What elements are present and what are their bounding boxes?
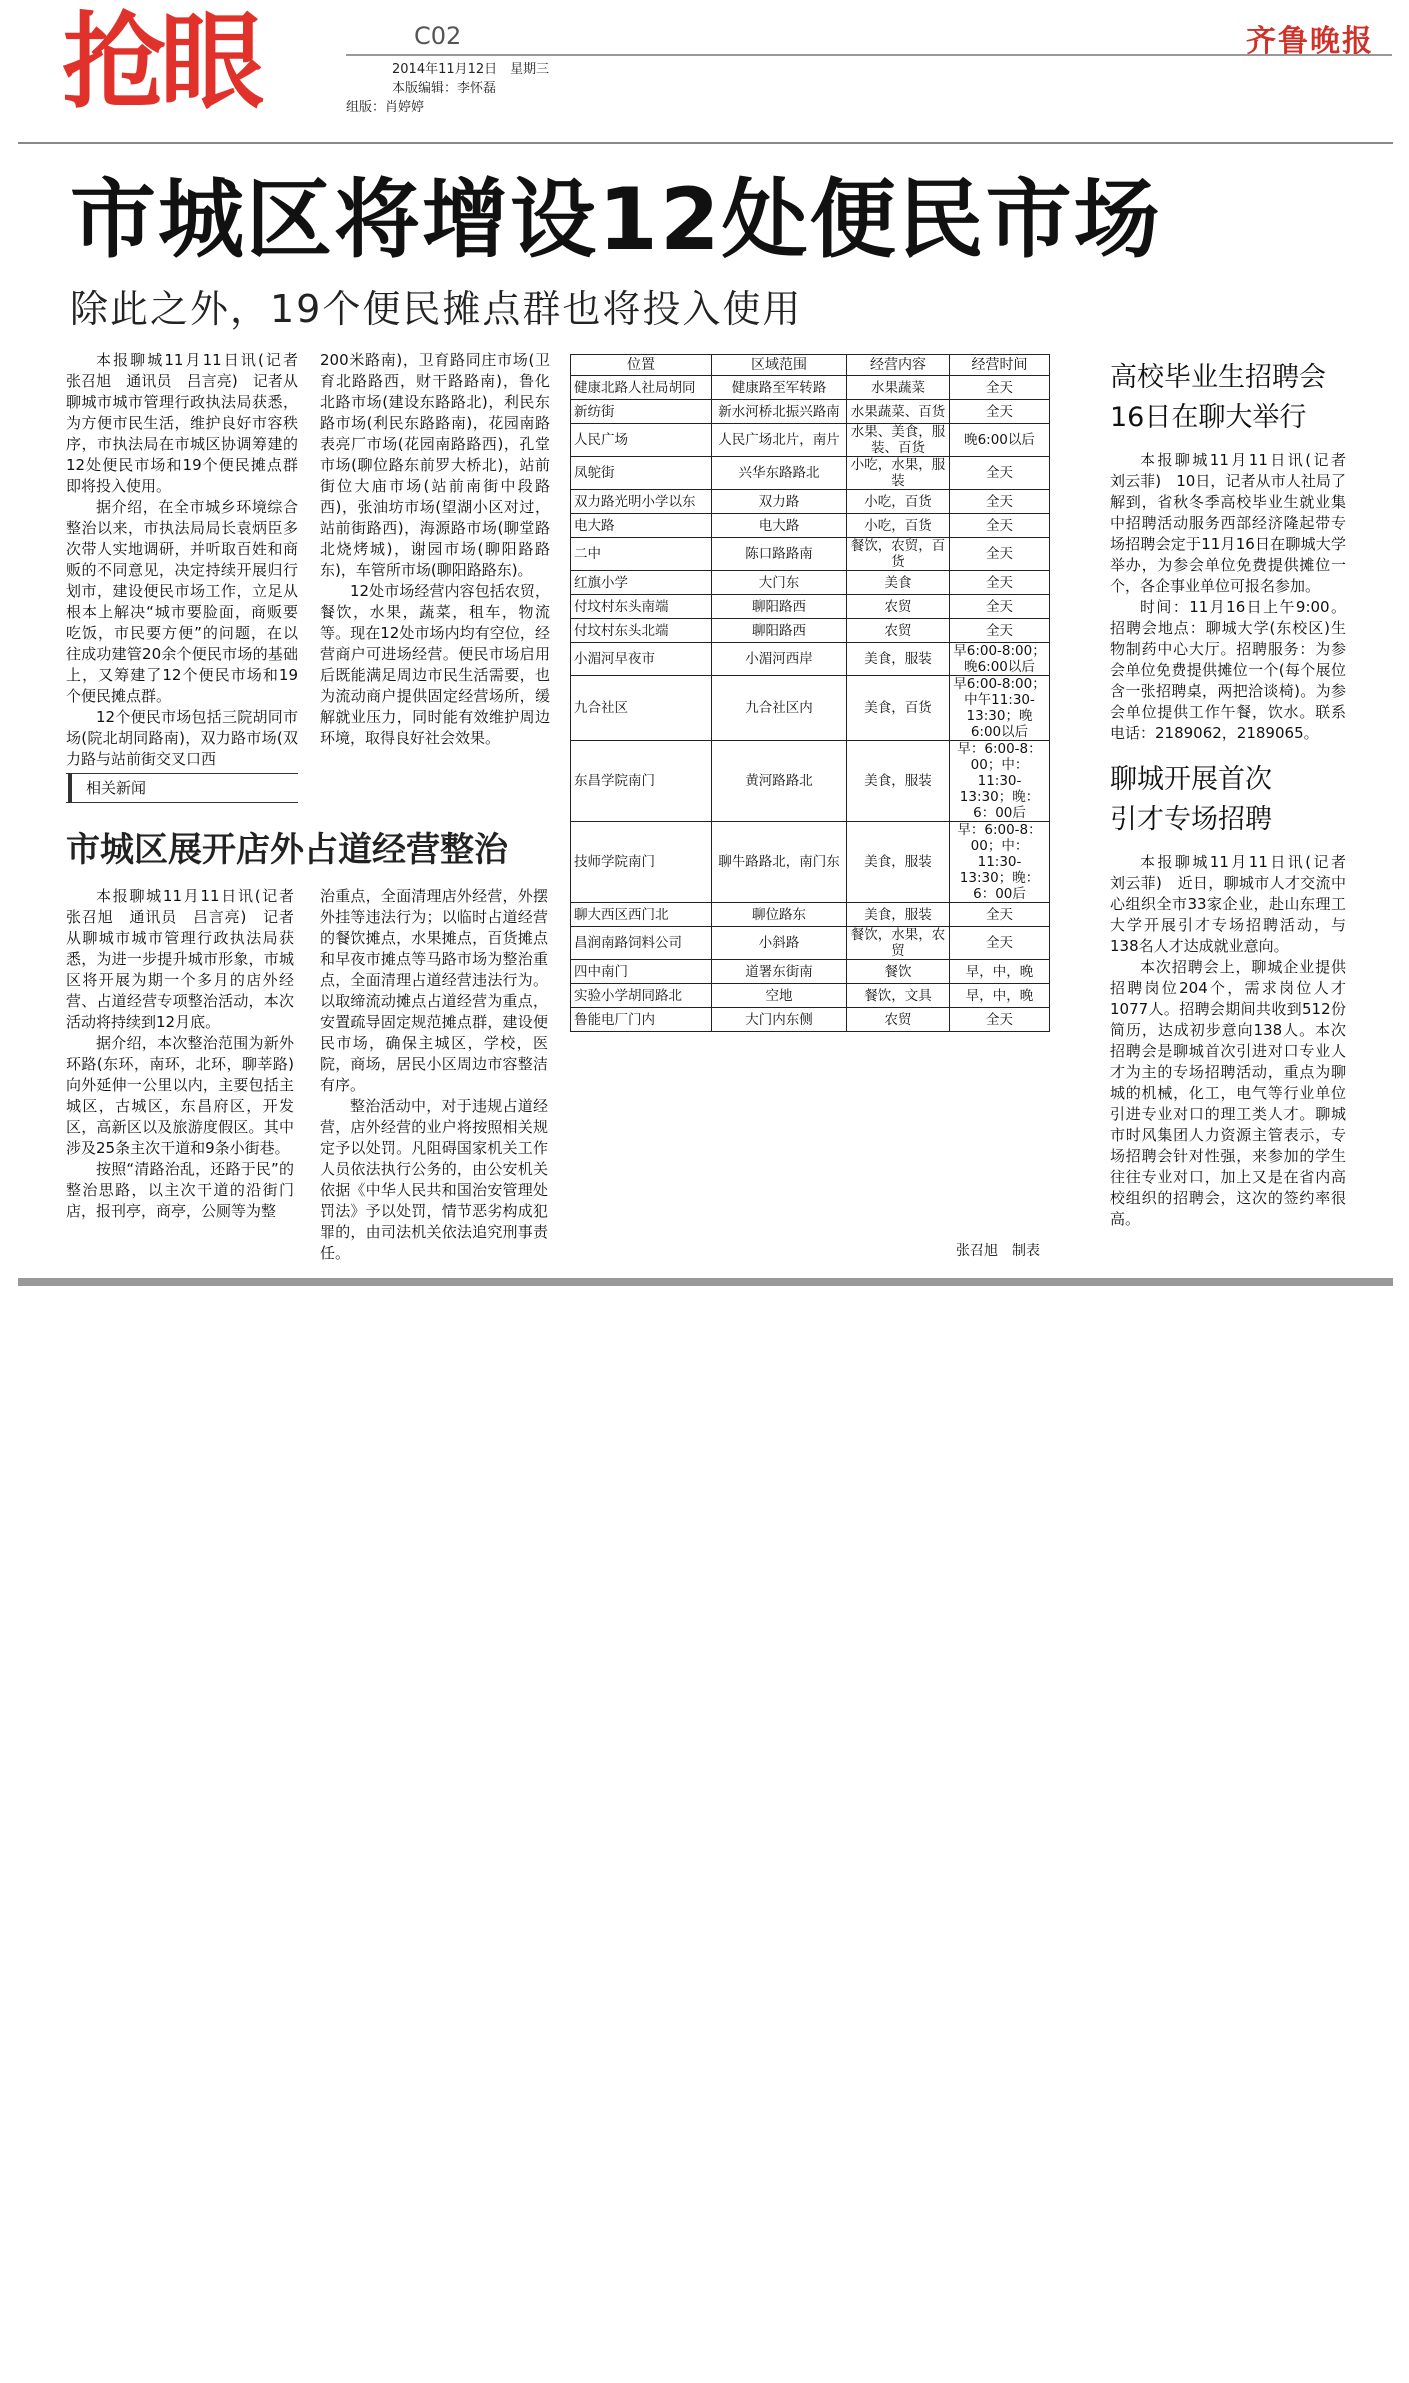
paragraph: 时间：11月16日上午9:00。招聘会地点：聊城大学(东校区)生物制药中心大厅。招聘服务：为参会单位免费提供摊位一个(每个展位含一张招聘桌，两把洽谈椅)。为参会单位提供工作午餐，饮水。联系电话：2189062，2189065。 xyxy=(1110,598,1346,742)
top-divider xyxy=(18,142,1393,144)
page-headline: 市城区将增设12处便民市场 xyxy=(70,170,1162,270)
cell-location: 鲁能电厂门内 xyxy=(571,1008,712,1032)
table-row xyxy=(571,619,1050,643)
column-header: 经营内容 xyxy=(847,355,950,376)
cell-area: 黄河路路北 xyxy=(712,741,847,822)
cell-content: 餐饮，水果，农贸 xyxy=(847,927,950,960)
cell-content: 美食 xyxy=(847,571,950,595)
sidebar xyxy=(1110,358,1362,1230)
table-row xyxy=(571,984,1050,1008)
cell-hours: 全天 xyxy=(950,571,1050,595)
cell-hours: 全天 xyxy=(950,400,1050,424)
table-row xyxy=(571,490,1050,514)
cell-hours: 早，中，晚 xyxy=(950,984,1050,1008)
issue-date: 2014年11月12日 星期三 xyxy=(392,62,550,77)
paragraph: 本报聊城11月11日讯(记者 刘云菲) 10日，记者从市人社局了解到，省秋冬季高校毕业生就业集中招聘活动服务西部经济隆起带专场招聘会定于11月16日在聊城大学举办，为参会单位免费提供摊位一个，各企事业单位可报名参加。 xyxy=(1110,451,1362,595)
column-header: 位置 xyxy=(571,355,712,376)
table-row xyxy=(571,1008,1050,1032)
cell-area: 大门东 xyxy=(712,571,847,595)
table-row xyxy=(571,457,1050,490)
paragraph: 据介绍，本次整治范围为新外环路(东环，南环，北环，聊莘路)向外延伸一公里以内，主要包括主城区，古城区，东昌府区，开发区，高新区以及旅游度假区。其中涉及25条主次干道和9条小街巷。 xyxy=(66,1034,294,1157)
cell-location: 付坟村东头南端 xyxy=(571,595,712,619)
cell-hours: 全天 xyxy=(950,1008,1050,1032)
cell-content: 美食，服装 xyxy=(847,643,950,676)
cell-area: 聊阳路西 xyxy=(712,595,847,619)
cell-hours: 晚6:00以后 xyxy=(950,424,1050,457)
cell-location: 红旗小学 xyxy=(571,571,712,595)
paper-name-logo: 齐鲁晚报 xyxy=(1246,24,1374,59)
paragraph: 按照“清路治乱，还路于民”的整治思路，以主次干道的沿街门店，报刊亭，商亭，公厕等为整 xyxy=(66,1160,294,1220)
table-row xyxy=(571,424,1050,457)
cell-hours: 全天 xyxy=(950,538,1050,571)
cell-hours: 早6:00-8:00；晚6:00以后 xyxy=(950,643,1050,676)
cell-area: 九合社区内 xyxy=(712,676,847,741)
sidebar-article1-body xyxy=(1110,450,1362,744)
cell-content: 美食，服装 xyxy=(847,903,950,927)
paragraph: 200米路南)，卫育路同庄市场(卫育北路路西，财干路路南)，鲁化北路市场(建设东路路北)，利民东路市场(利民东路路南)，花园南路表亮厂市场(花园南路路西)，孔堂市场(聊位路东前罗大桥北)，站前街位大庙市场(站前南街中段路西)，张油坊市场(望湖小区对过，站前街路西)，海源路市场(聊堂路北烧烤城)，谢园市场(聊阳路路东)，车管所市场(聊阳路路东)。 xyxy=(320,351,550,579)
main-article-col1 xyxy=(66,350,314,770)
cell-hours: 全天 xyxy=(950,457,1050,490)
paragraph: 12处市场经营内容包括农贸，餐饮，水果，蔬菜，租车，物流等。现在12处市场内均有空位，经营商户可进场经营。便民市场启用后既能满足周边市民生活需要，也为流动商户提供固定经营场所，缓解就业压力，同时能有效维护周边环境，取得良好社会效果。 xyxy=(320,582,550,747)
cell-location: 凤鸵街 xyxy=(571,457,712,490)
cell-content: 小吃，百货 xyxy=(847,490,950,514)
cell-location: 新纺街 xyxy=(571,400,712,424)
market-table xyxy=(570,354,1050,1032)
cell-hours: 全天 xyxy=(950,490,1050,514)
cell-location: 双力路光明小学以东 xyxy=(571,490,712,514)
table-row xyxy=(571,538,1050,571)
cell-area: 电大路 xyxy=(712,514,847,538)
cell-area: 聊阳路西 xyxy=(712,619,847,643)
table-row xyxy=(571,514,1050,538)
table-row xyxy=(571,903,1050,927)
table-row xyxy=(571,822,1050,903)
cell-content: 农贸 xyxy=(847,595,950,619)
table-row xyxy=(571,741,1050,822)
table-row xyxy=(571,400,1050,424)
cell-location: 东昌学院南门 xyxy=(571,741,712,822)
paragraph: 据介绍，在全市城乡环境综合整治以来，市执法局局长袁炳臣多次带人实地调研，并听取百姓和商贩的不同意见，决定持续开展归行划市，建设便民市场工作，立足从根本上解决“城市要脸面，商贩要吃饭，市民要方便”的问题，在以往成功建管20余个便民市场的基础上，又筹建了12个便民市场和19个便民摊点群。 xyxy=(66,498,298,705)
cell-location: 人民广场 xyxy=(571,424,712,457)
cell-hours: 早：6:00-8：00；中：11:30-13:30；晚：6：00后 xyxy=(950,741,1050,822)
cell-content: 美食，服装 xyxy=(847,822,950,903)
sidebar-article2-title xyxy=(1110,760,1346,840)
paragraph: 本报聊城11月11日讯(记者 刘云菲) 近日，聊城市人才交流中心组织全市33家企业，赴山东理工大学开展引才专场招聘活动，与138名人才达成就业意向。 xyxy=(1110,853,1362,955)
table-row xyxy=(571,595,1050,619)
cell-hours: 全天 xyxy=(950,595,1050,619)
title-line: 16日在聊大举行 xyxy=(1110,402,1307,433)
sidebar-article2-body xyxy=(1110,852,1362,1230)
cell-hours: 全天 xyxy=(950,903,1050,927)
cell-content: 水果、美食，服装、百货 xyxy=(847,424,950,457)
related-news-label: 相关新闻 xyxy=(68,774,146,802)
cell-area: 小斜路 xyxy=(712,927,847,960)
paragraph: 整治活动中，对于违规占道经营，店外经营的业户将按照相关规定予以处罚。凡阻碍国家机关工作人员依法执行公务的，由公安机关依据《中华人民共和国治安管理处罚法》予以处罚，情节恶劣构成犯罪的，由司法机关依法追究刑事责任。 xyxy=(320,1097,548,1262)
cell-content: 餐饮，农贸，百货 xyxy=(847,538,950,571)
cell-location: 四中南门 xyxy=(571,960,712,984)
table-credit: 张召旭 制表 xyxy=(956,1243,1040,1259)
cell-hours: 早：6:00-8：00；中：11:30-13:30；晚：6：00后 xyxy=(950,822,1050,903)
layout-credit: 组版：肖婷婷 xyxy=(346,100,425,115)
page-number: C02 xyxy=(414,22,462,50)
section-logo: 抢眼 xyxy=(62,1,259,123)
table-row xyxy=(571,676,1050,741)
cell-hours: 全天 xyxy=(950,927,1050,960)
cell-location: 聊大西区西门北 xyxy=(571,903,712,927)
cell-content: 水果蔬菜、百货 xyxy=(847,400,950,424)
cell-content: 餐饮 xyxy=(847,960,950,984)
related-news-bar xyxy=(66,773,298,803)
paragraph: 本次招聘会上，聊城企业提供招聘岗位204个，需求岗位人才1077人。招聘会期间共收到512份简历，达成初步意向138人。本次招聘会是聊城首次引进对口专业人才为主的专场招聘活动，重点为聊城的机械，化工，电气等行业单位引进专业对口的理工类人才。聊城市时风集团人力资源主管表示，专场招聘会针对性强，来参加的学生往往专业对口，加上又是在省内高校组织的招聘会，这次的签约率很高。 xyxy=(1110,958,1346,1228)
cell-area: 人民广场北片，南片 xyxy=(712,424,847,457)
table-row xyxy=(571,571,1050,595)
cell-area: 聊位路东 xyxy=(712,903,847,927)
cell-content: 美食，服装 xyxy=(847,741,950,822)
cell-area: 空地 xyxy=(712,984,847,1008)
cell-area: 双力路 xyxy=(712,490,847,514)
section2-col2 xyxy=(320,886,548,1264)
title-line: 引才专场招聘 xyxy=(1110,804,1272,835)
cell-area: 新水河桥北振兴路南 xyxy=(712,400,847,424)
cell-area: 兴华东路路北 xyxy=(712,457,847,490)
cell-hours: 全天 xyxy=(950,514,1050,538)
cell-location: 昌润南路饲料公司 xyxy=(571,927,712,960)
cell-content: 小吃，百货 xyxy=(847,514,950,538)
cell-area: 健康路至军转路 xyxy=(712,376,847,400)
section2-col1 xyxy=(66,886,310,1222)
cell-location: 付坟村东头北端 xyxy=(571,619,712,643)
title-line: 高校毕业生招聘会 xyxy=(1110,362,1326,393)
title-line: 聊城开展首次 xyxy=(1110,764,1272,795)
masthead-meta xyxy=(392,60,549,98)
cell-location: 九合社区 xyxy=(571,676,712,741)
masthead-rule xyxy=(346,54,1392,56)
cell-content: 水果蔬菜 xyxy=(847,376,950,400)
cell-hours: 早6:00-8:00；中午11:30-13:30；晚6:00以后 xyxy=(950,676,1050,741)
cell-content: 小吃，水果，服装 xyxy=(847,457,950,490)
cell-hours: 早，中，晚 xyxy=(950,960,1050,984)
editor-credit: 本版编辑：李怀磊 xyxy=(392,81,497,96)
table-row xyxy=(571,960,1050,984)
table-row xyxy=(571,376,1050,400)
cell-content: 餐饮，文具 xyxy=(847,984,950,1008)
table-row xyxy=(571,643,1050,676)
column-header: 区域范围 xyxy=(712,355,847,376)
cell-area: 陈口路路南 xyxy=(712,538,847,571)
table-row xyxy=(571,927,1050,960)
section2-headline: 市城区展开店外占道经营整治 xyxy=(66,830,508,870)
cell-hours: 全天 xyxy=(950,619,1050,643)
cell-area: 聊牛路路北，南门东 xyxy=(712,822,847,903)
cell-location: 技师学院南门 xyxy=(571,822,712,903)
cell-location: 电大路 xyxy=(571,514,712,538)
cell-area: 道署东街南 xyxy=(712,960,847,984)
cell-area: 小湄河西岸 xyxy=(712,643,847,676)
cell-area: 大门内东侧 xyxy=(712,1008,847,1032)
paragraph: 12个便民市场包括三院胡同市场(院北胡同路南)，双力路市场(双力路与站前街交叉口西 xyxy=(66,708,298,768)
cell-location: 二中 xyxy=(571,538,712,571)
cell-content: 农贸 xyxy=(847,619,950,643)
cell-content: 农贸 xyxy=(847,1008,950,1032)
paragraph: 本报聊城11月11日讯(记者 张召旭 通讯员 吕言亮) 记者从聊城市城市管理行政执法局获悉，为方便市民生活，维护良好市容秩序，市执法局在市城区协调筹建的12处便民市场和19个便民摊点群即将投入使用。 xyxy=(66,351,314,495)
cell-hours: 全天 xyxy=(950,376,1050,400)
cell-location: 实验小学胡同路北 xyxy=(571,984,712,1008)
column-header: 经营时间 xyxy=(950,355,1050,376)
sidebar-article1-title xyxy=(1110,358,1346,438)
bottom-divider xyxy=(18,1278,1393,1286)
table-header-row xyxy=(571,355,1050,376)
paragraph: 治重点，全面清理店外经营，外摆外挂等违法行为；以临时占道经营的餐饮摊点，水果摊点，百货摊点和早夜市摊点等马路市场为整治重点，全面清理占道经营违法行为。以取缔流动摊点占道经营为重点，安置疏导固定规范摊点群，建设便民市场，确保主城区，学校，医院，商场，居民小区周边市容整洁有序。 xyxy=(320,887,548,1094)
paragraph: 本报聊城11月11日讯(记者 张召旭 通讯员 吕言亮) 记者从聊城市城市管理行政执法局获悉，为进一步提升城市形象，市城区将开展为期一个多月的店外经营、占道经营专项整治活动，本次活动将持续到12月底。 xyxy=(66,887,310,1031)
cell-location: 健康北路人社局胡同 xyxy=(571,376,712,400)
cell-location: 小湄河早夜市 xyxy=(571,643,712,676)
page-subhead: 除此之外，19个便民摊点群也将投入使用 xyxy=(70,287,803,331)
cell-content: 美食，百货 xyxy=(847,676,950,741)
main-article-col2 xyxy=(320,350,550,749)
